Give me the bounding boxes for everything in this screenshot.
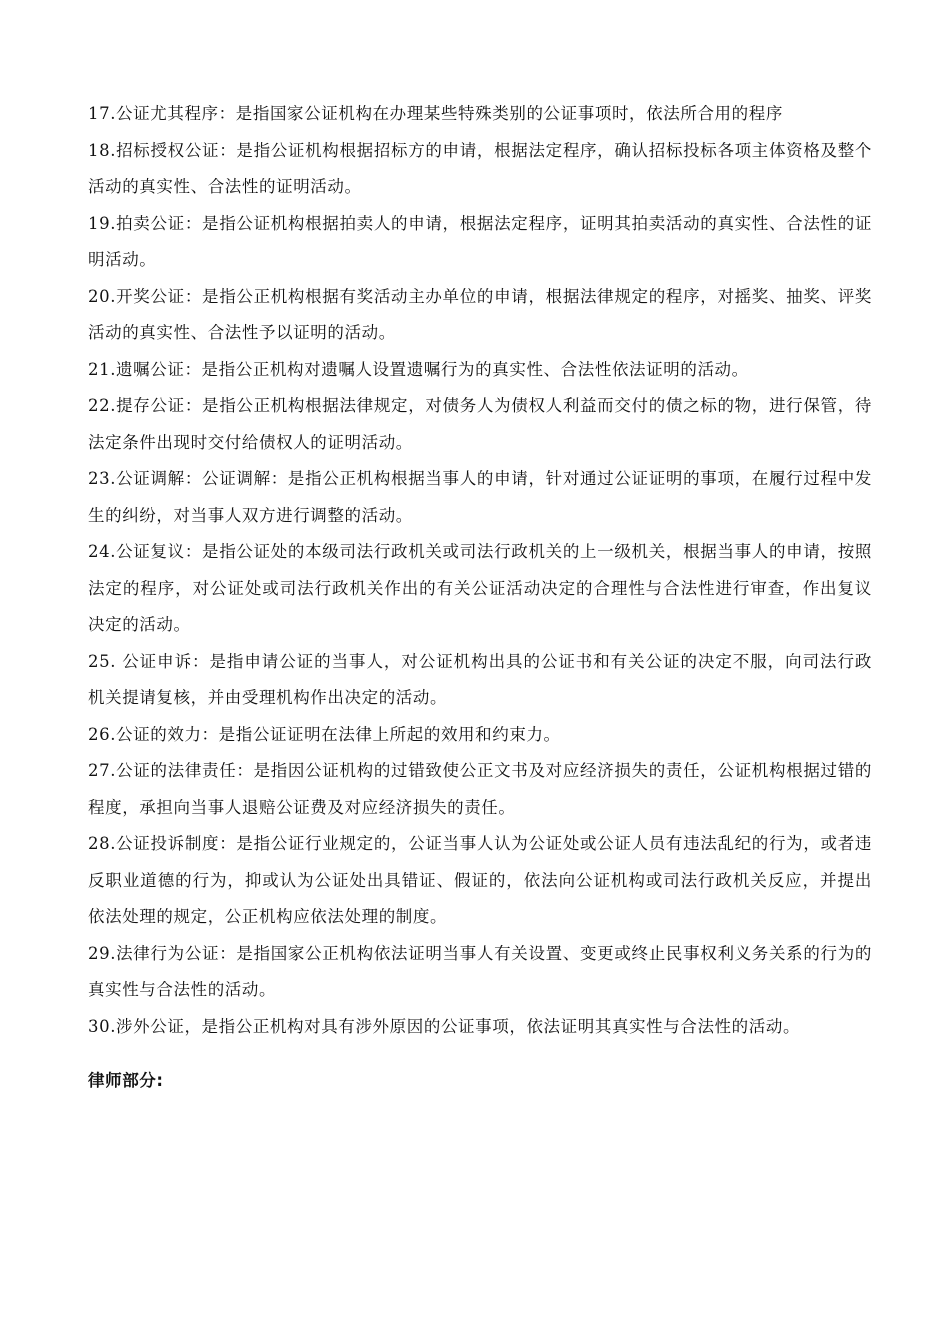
entry-24: 24.公证复议：是指公证处的本级司法行政机关或司法行政机关的上一级机关，根据当事人的申请，按照法定的程序，对公证处或司法行政机关作出的有关公证活动决定的合理性与合法性进行审查，作出复议决定的活动。 [88,542,872,634]
entry-30: 30.涉外公证，是指公正机构对具有涉外原因的公证事项，依法证明其真实性与合法性的活动。 [88,1016,801,1036]
entry-21: 21.遗嘱公证：是指公正机构对遗嘱人设置遗嘱行为的真实性、合法性依法证明的活动。 [88,359,749,379]
entry-25: 25. 公证申诉：是指申请公证的当事人，对公证机构出具的公证书和有关公证的决定不服，向司法行政机关提请复核，并由受理机构作出决定的活动。 [88,651,872,707]
entry-20: 20.开奖公证：是指公正机构根据有奖活动主办单位的申请，根据法律规定的程序，对摇奖、抽奖、评奖活动的真实性、合法性予以证明的活动。 [88,286,872,342]
entry-19: 19.拍卖公证：是指公证机构根据拍卖人的申请，根据法定程序，证明其拍卖活动的真实性、合法性的证明活动。 [88,213,872,269]
entry-23: 23.公证调解：公证调解：是指公正机构根据当事人的申请，针对通过公证证明的事项，在履行过程中发生的纠纷，对当事人双方进行调整的活动。 [88,469,872,525]
entry-29: 29.法律行为公证：是指国家公正机构依法证明当事人有关设置、变更或终止民事权利义务关系的行为的真实性与合法性的活动。 [88,943,872,999]
entry-17: 17.公证尤其程序：是指国家公证机构在办理某些特殊类别的公证事项时，依法所合用的程序 [88,104,783,123]
entry-18: 18.招标授权公证：是指公证机构根据招标方的申请，根据法定程序，确认招标投标各项主体资格及整个活动的真实性、合法性的证明活动。 [88,140,872,196]
entry-26: 26.公证的效力：是指公证证明在法律上所起的效用和约束力。 [88,724,561,744]
document-page [88,96,872,1100]
entry-27: 27.公证的法律责任：是指因公证机构的过错致使公正文书及对应经济损失的责任，公证机构根据过错的程度，承担向当事人退赔公证费及对应经济损失的责任。 [88,761,872,817]
entry-22: 22.提存公证：是指公正机构根据法律规定，对债务人为债权人利益而交付的债之标的物，进行保管，待法定条件出现时交付给债权人的证明活动。 [88,396,872,452]
entry-28: 28.公证投诉制度：是指公证行业规定的，公证当事人认为公证处或公证人员有违法乱纪的行为，或者违反职业道德的行为，抑或认为公证处出具错证、假证的，依法向公证机构或司法行政机关反应，并提出依法处理的规定，公正机构应依法处理的制度。 [88,834,872,926]
section-heading-lawyer: 律师部分: [88,1071,164,1090]
